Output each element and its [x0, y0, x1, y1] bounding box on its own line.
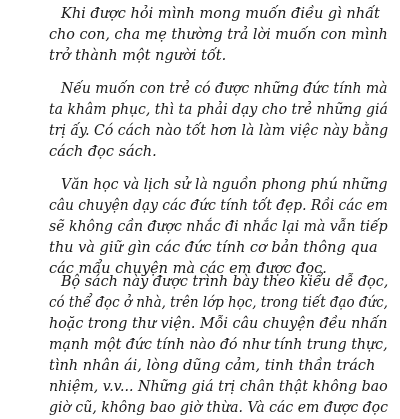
- paragraph-line: câu chuyện dạy các đức tính tốt đẹp. Rồi các em: [49, 198, 388, 214]
- paragraph-line: Khi được hỏi mình mong muốn điều gì nhất: [61, 6, 380, 22]
- paragraph-line: có thể đọc ở nhà, trên lớp học, trong tiết đạo đức,: [49, 295, 388, 311]
- paragraph-line: cách đọc sách.: [49, 144, 157, 160]
- paragraph-line: nhiệm, v.v... Những giá trị chân thật không bao: [49, 379, 388, 395]
- paragraph-line: trở thành một người tốt.: [49, 48, 227, 64]
- paragraph-line: cho con, cha mẹ thường trả lời muốn con mình: [49, 27, 388, 43]
- paragraph-line: hoặc trong thư viện. Mỗi câu chuyện đều nhấn: [49, 316, 388, 332]
- paragraph-line: Văn học và lịch sử là nguồn phong phú những: [61, 177, 388, 193]
- paragraph-line: thu và giữ gìn các đức tính cơ bản thông qua: [49, 240, 378, 256]
- paragraph-line: các mẩu chuyện mà các em được đọc.: [49, 261, 327, 277]
- paragraph-line: tình nhân ái, lòng dũng cảm, tinh thần trách: [49, 358, 376, 374]
- paragraph-line: sẽ không cần được nhắc đi nhắc lại mà vẫn tiếp: [49, 219, 388, 235]
- paragraph-line: Bộ sách này được trình bày theo kiểu dễ đọc,: [61, 274, 389, 290]
- paragraph-line: ta khâm phục, thì ta phải dạy cho trẻ những giá: [49, 102, 388, 118]
- paragraph-line: giờ cũ, không bao giờ thừa. Và các em được đọc: [49, 400, 388, 416]
- paragraph-line: Nếu muốn con trẻ có được những đức tính mà: [61, 81, 388, 97]
- paragraph-line: mạnh một đức tính nào đó như tính trung thực,: [49, 337, 388, 353]
- paragraph-line: trị ấy. Có cách nào tốt hơn là làm việc này bằng: [49, 123, 389, 139]
